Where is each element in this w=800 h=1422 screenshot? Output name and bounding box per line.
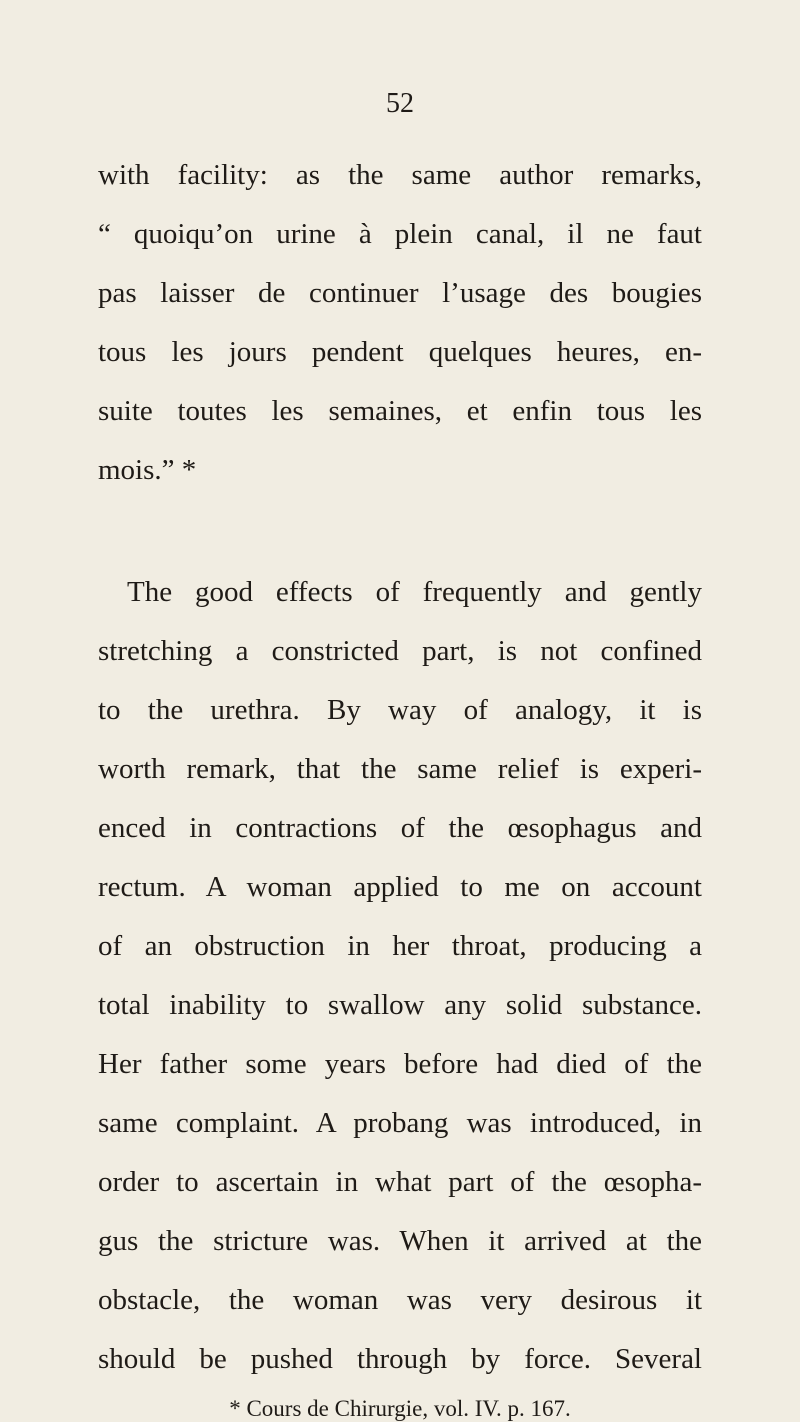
text-line: order to ascertain in what part of the œsopha- — [98, 1166, 702, 1198]
text-line: worth remark, that the same relief is experi- — [98, 753, 702, 785]
text-line: rectum. A woman applied to me on account — [98, 871, 702, 903]
text-line: of an obstruction in her throat, producing a — [98, 930, 702, 962]
text-line: obstacle, the woman was very desirous it — [98, 1284, 702, 1316]
footnote: * Cours de Chirurgie, vol. IV. p. 167. — [229, 1396, 571, 1421]
text-line: should be pushed through by force. Several — [98, 1343, 702, 1375]
page-number: 52 — [386, 88, 414, 119]
text-line: enced in contractions of the œsophagus and — [98, 812, 702, 844]
text-line: gus the stricture was. When it arrived at the — [98, 1225, 702, 1257]
text-line: to the urethra. By way of analogy, it is — [98, 694, 702, 726]
text-line: tous les jours pendent quelques heures, en- — [98, 336, 702, 368]
text-line: suite toutes les semaines, et enfin tous les — [98, 395, 702, 427]
text-line: stretching a constricted part, is not confined — [98, 635, 702, 667]
text-line: with facility: as the same author remarks, — [98, 159, 702, 191]
text-line: The good effects of frequently and gently — [127, 576, 702, 608]
text-line: “ quoiqu’on urine à plein canal, il ne faut — [98, 218, 702, 250]
text-line: Her father some years before had died of the — [98, 1048, 702, 1080]
text-line: total inability to swallow any solid substance. — [98, 989, 702, 1021]
text-line: pas laisser de continuer l’usage des bougies — [98, 277, 702, 309]
text-line: same complaint. A probang was introduced, in — [98, 1107, 702, 1139]
text-line: mois.” * — [98, 454, 197, 486]
